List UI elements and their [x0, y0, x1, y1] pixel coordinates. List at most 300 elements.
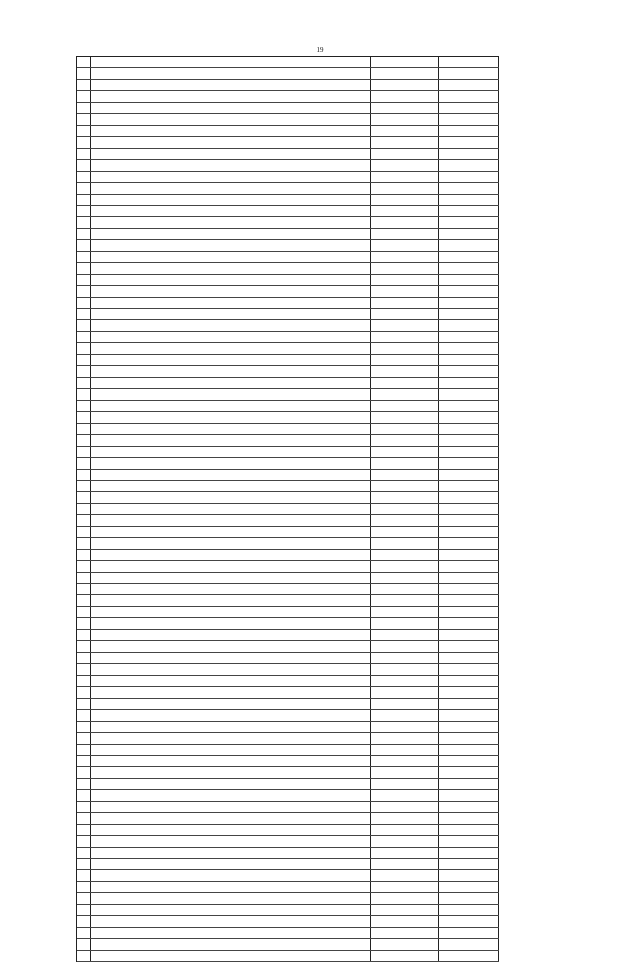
waste-code: [371, 916, 439, 926]
waste-amount: [439, 802, 499, 813]
table-row: [77, 114, 499, 126]
table-row: [77, 252, 499, 264]
table-row: [77, 618, 499, 629]
waste-amount: [439, 137, 499, 147]
waste-code: [371, 836, 439, 847]
row-number: [77, 515, 91, 525]
waste-name: [91, 779, 370, 789]
row-number: [77, 527, 91, 538]
waste-name: [91, 859, 370, 869]
waste-amount: [439, 68, 499, 78]
waste-name: [91, 848, 370, 858]
waste-code: [371, 332, 439, 342]
waste-code: [371, 217, 439, 228]
waste-amount: [439, 126, 499, 136]
waste-name: [91, 515, 370, 525]
waste-amount: [439, 722, 499, 732]
waste-amount: [439, 320, 499, 331]
waste-name: [91, 916, 370, 926]
row-number: [77, 240, 91, 250]
table-row: [77, 286, 499, 298]
waste-name: [91, 91, 370, 101]
row-number: [77, 343, 91, 353]
table-row: [77, 389, 499, 401]
waste-name: [91, 790, 370, 800]
waste-code: [371, 137, 439, 147]
waste-name: [91, 951, 370, 961]
waste-name: [91, 802, 370, 813]
waste-amount: [439, 229, 499, 239]
table-row: [77, 893, 499, 904]
table-row: [77, 481, 499, 492]
waste-amount: [439, 378, 499, 388]
waste-code: [371, 893, 439, 903]
waste-amount: [439, 57, 499, 67]
waste-amount: [439, 195, 499, 205]
row-number: [77, 893, 91, 903]
waste-amount: [439, 309, 499, 319]
waste-table: [76, 56, 499, 962]
waste-amount: [439, 905, 499, 916]
row-number: [77, 183, 91, 194]
waste-amount: [439, 504, 499, 514]
waste-code: [371, 848, 439, 858]
row-number: [77, 641, 91, 651]
row-number: [77, 848, 91, 858]
waste-name: [91, 573, 370, 583]
table-row: [77, 160, 499, 171]
waste-name: [91, 252, 370, 263]
table-row: [77, 424, 499, 436]
row-number: [77, 217, 91, 228]
row-number: [77, 149, 91, 160]
waste-code: [371, 401, 439, 411]
waste-amount: [439, 424, 499, 435]
table-row: [77, 309, 499, 320]
waste-amount: [439, 584, 499, 594]
row-number: [77, 550, 91, 560]
waste-code: [371, 114, 439, 125]
table-row: [77, 149, 499, 161]
row-number: [77, 607, 91, 617]
waste-code: [371, 355, 439, 366]
waste-name: [91, 550, 370, 560]
waste-code: [371, 584, 439, 594]
table-row: [77, 939, 499, 951]
table-row: [77, 343, 499, 354]
table-row: [77, 435, 499, 446]
waste-name: [91, 206, 370, 216]
waste-amount: [439, 928, 499, 938]
waste-amount: [439, 366, 499, 376]
waste-name: [91, 481, 370, 491]
table-row: [77, 561, 499, 573]
waste-amount: [439, 183, 499, 194]
table-row: [77, 412, 499, 423]
waste-amount: [439, 618, 499, 628]
waste-code: [371, 80, 439, 91]
waste-name: [91, 756, 370, 766]
waste-amount: [439, 217, 499, 228]
row-number: [77, 538, 91, 548]
waste-name: [91, 618, 370, 628]
row-number: [77, 458, 91, 469]
row-number: [77, 573, 91, 583]
waste-code: [371, 435, 439, 445]
waste-name: [91, 412, 370, 422]
waste-name: [91, 160, 370, 170]
waste-name: [91, 343, 370, 353]
table-row: [77, 183, 499, 195]
table-row: [77, 527, 499, 539]
row-number: [77, 836, 91, 847]
table-row: [77, 320, 499, 332]
waste-name: [91, 149, 370, 160]
waste-code: [371, 733, 439, 744]
waste-name: [91, 664, 370, 675]
waste-name: [91, 676, 370, 686]
waste-name: [91, 722, 370, 732]
waste-code: [371, 275, 439, 285]
waste-amount: [439, 160, 499, 170]
table-row: [77, 928, 499, 939]
waste-amount: [439, 595, 499, 606]
table-row: [77, 68, 499, 79]
table-row: [77, 263, 499, 274]
waste-name: [91, 298, 370, 308]
waste-code: [371, 676, 439, 686]
waste-amount: [439, 492, 499, 503]
waste-amount: [439, 848, 499, 858]
table-row: [77, 607, 499, 618]
waste-name: [91, 389, 370, 400]
waste-name: [91, 745, 370, 755]
table-row: [77, 825, 499, 836]
waste-name: [91, 893, 370, 903]
waste-name: [91, 607, 370, 617]
table-row: [77, 240, 499, 251]
waste-name: [91, 263, 370, 273]
row-number: [77, 68, 91, 78]
waste-amount: [439, 641, 499, 651]
waste-amount: [439, 767, 499, 778]
row-number: [77, 389, 91, 400]
waste-code: [371, 149, 439, 160]
row-number: [77, 790, 91, 800]
waste-amount: [439, 939, 499, 950]
row-number: [77, 481, 91, 491]
waste-name: [91, 57, 370, 67]
waste-code: [371, 573, 439, 583]
waste-amount: [439, 676, 499, 686]
table-row: [77, 447, 499, 458]
table-row: [77, 722, 499, 733]
waste-amount: [439, 825, 499, 835]
waste-amount: [439, 882, 499, 892]
waste-code: [371, 687, 439, 697]
waste-code: [371, 309, 439, 319]
row-number: [77, 195, 91, 205]
waste-amount: [439, 607, 499, 617]
row-number: [77, 595, 91, 606]
waste-code: [371, 882, 439, 892]
waste-amount: [439, 515, 499, 525]
table-row: [77, 378, 499, 389]
waste-name: [91, 687, 370, 697]
waste-code: [371, 366, 439, 376]
table-row: [77, 355, 499, 367]
waste-name: [91, 172, 370, 182]
row-number: [77, 114, 91, 125]
waste-code: [371, 641, 439, 651]
table-row: [77, 401, 499, 412]
row-number: [77, 137, 91, 147]
table-row: [77, 779, 499, 790]
waste-code: [371, 458, 439, 469]
table-row: [77, 687, 499, 698]
waste-name: [91, 458, 370, 469]
row-number: [77, 172, 91, 182]
table-row: [77, 951, 499, 962]
waste-code: [371, 160, 439, 170]
waste-amount: [439, 263, 499, 273]
waste-amount: [439, 859, 499, 869]
waste-name: [91, 435, 370, 445]
waste-name: [91, 229, 370, 239]
row-number: [77, 91, 91, 101]
waste-code: [371, 607, 439, 617]
waste-name: [91, 882, 370, 892]
table-row: [77, 91, 499, 102]
waste-name: [91, 68, 370, 78]
waste-name: [91, 538, 370, 548]
waste-amount: [439, 664, 499, 675]
row-number: [77, 206, 91, 216]
row-number: [77, 618, 91, 628]
row-number: [77, 584, 91, 594]
waste-amount: [439, 91, 499, 101]
table-row: [77, 584, 499, 595]
waste-code: [371, 504, 439, 514]
table-row: [77, 870, 499, 882]
waste-amount: [439, 355, 499, 366]
row-number: [77, 733, 91, 744]
waste-code: [371, 653, 439, 663]
waste-name: [91, 80, 370, 91]
waste-code: [371, 745, 439, 755]
waste-code: [371, 263, 439, 273]
waste-code: [371, 813, 439, 823]
waste-amount: [439, 573, 499, 583]
table-row: [77, 538, 499, 549]
waste-code: [371, 481, 439, 491]
table-row: [77, 458, 499, 470]
table-row: [77, 504, 499, 515]
row-number: [77, 939, 91, 950]
waste-amount: [439, 286, 499, 297]
table-row: [77, 641, 499, 652]
waste-amount: [439, 470, 499, 480]
waste-code: [371, 320, 439, 331]
waste-amount: [439, 114, 499, 125]
row-number: [77, 412, 91, 422]
waste-code: [371, 206, 439, 216]
table-row: [77, 859, 499, 870]
waste-code: [371, 424, 439, 435]
table-row: [77, 836, 499, 848]
waste-amount: [439, 275, 499, 285]
row-number: [77, 664, 91, 675]
table-row: [77, 332, 499, 343]
waste-amount: [439, 458, 499, 469]
table-row: [77, 470, 499, 481]
waste-name: [91, 836, 370, 847]
waste-name: [91, 653, 370, 663]
waste-amount: [439, 149, 499, 160]
waste-name: [91, 217, 370, 228]
waste-name: [91, 355, 370, 366]
table-row: [77, 57, 499, 68]
waste-amount: [439, 710, 499, 720]
waste-amount: [439, 538, 499, 548]
waste-code: [371, 710, 439, 720]
waste-code: [371, 550, 439, 560]
table-row: [77, 767, 499, 779]
table-row: [77, 595, 499, 607]
waste-code: [371, 68, 439, 78]
waste-code: [371, 412, 439, 422]
waste-code: [371, 825, 439, 835]
waste-code: [371, 343, 439, 353]
waste-code: [371, 378, 439, 388]
waste-name: [91, 825, 370, 835]
waste-amount: [439, 630, 499, 641]
row-number: [77, 561, 91, 572]
waste-amount: [439, 779, 499, 789]
waste-name: [91, 470, 370, 480]
table-row: [77, 790, 499, 801]
row-number: [77, 263, 91, 273]
waste-name: [91, 641, 370, 651]
row-number: [77, 916, 91, 926]
row-number: [77, 928, 91, 938]
waste-code: [371, 229, 439, 239]
row-number: [77, 710, 91, 720]
waste-amount: [439, 870, 499, 881]
waste-amount: [439, 412, 499, 422]
waste-name: [91, 114, 370, 125]
waste-amount: [439, 699, 499, 710]
waste-amount: [439, 813, 499, 823]
row-number: [77, 103, 91, 113]
waste-name: [91, 767, 370, 778]
waste-code: [371, 298, 439, 308]
waste-code: [371, 470, 439, 480]
table-row: [77, 573, 499, 584]
table-row: [77, 229, 499, 240]
waste-code: [371, 802, 439, 813]
waste-amount: [439, 550, 499, 560]
waste-code: [371, 790, 439, 800]
row-number: [77, 229, 91, 239]
waste-amount: [439, 481, 499, 491]
table-row: [77, 802, 499, 814]
waste-code: [371, 756, 439, 766]
waste-name: [91, 320, 370, 331]
row-number: [77, 676, 91, 686]
waste-name: [91, 447, 370, 457]
waste-code: [371, 779, 439, 789]
row-number: [77, 275, 91, 285]
waste-amount: [439, 401, 499, 411]
waste-amount: [439, 332, 499, 342]
waste-code: [371, 103, 439, 113]
row-number: [77, 825, 91, 835]
waste-name: [91, 240, 370, 250]
waste-amount: [439, 745, 499, 755]
waste-code: [371, 492, 439, 503]
waste-name: [91, 103, 370, 113]
table-row: [77, 298, 499, 309]
row-number: [77, 687, 91, 697]
table-row: [77, 80, 499, 92]
row-number: [77, 882, 91, 892]
table-row: [77, 848, 499, 859]
waste-amount: [439, 916, 499, 926]
row-number: [77, 767, 91, 778]
waste-amount: [439, 527, 499, 538]
waste-name: [91, 939, 370, 950]
waste-code: [371, 183, 439, 194]
table-row: [77, 710, 499, 721]
waste-name: [91, 183, 370, 194]
table-row: [77, 813, 499, 824]
waste-name: [91, 630, 370, 641]
waste-amount: [439, 172, 499, 182]
waste-code: [371, 939, 439, 950]
table-row: [77, 630, 499, 642]
row-number: [77, 756, 91, 766]
waste-code: [371, 767, 439, 778]
row-number: [77, 401, 91, 411]
waste-name: [91, 595, 370, 606]
waste-code: [371, 252, 439, 263]
row-number: [77, 160, 91, 170]
row-number: [77, 779, 91, 789]
table-row: [77, 195, 499, 206]
waste-name: [91, 504, 370, 514]
waste-name: [91, 424, 370, 435]
waste-name: [91, 699, 370, 710]
waste-code: [371, 195, 439, 205]
waste-code: [371, 928, 439, 938]
table-row: [77, 550, 499, 561]
row-number: [77, 951, 91, 961]
waste-name: [91, 137, 370, 147]
waste-amount: [439, 836, 499, 847]
waste-amount: [439, 756, 499, 766]
waste-name: [91, 286, 370, 297]
row-number: [77, 802, 91, 813]
waste-name: [91, 126, 370, 136]
waste-amount: [439, 951, 499, 961]
waste-name: [91, 366, 370, 376]
table-row: [77, 217, 499, 229]
row-number: [77, 813, 91, 823]
row-number: [77, 447, 91, 457]
waste-amount: [439, 389, 499, 400]
waste-code: [371, 515, 439, 525]
